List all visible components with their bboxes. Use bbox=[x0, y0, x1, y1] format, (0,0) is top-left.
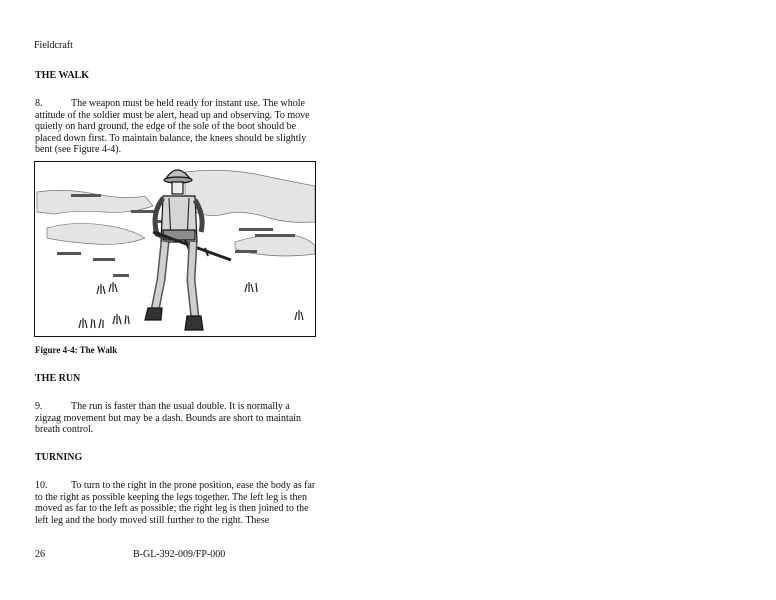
paragraph-line: placed down first. To maintain balance, the knees should be slightly bbox=[35, 132, 307, 144]
heading-the-walk: THE WALK bbox=[35, 70, 89, 81]
heading-turning: TURNING bbox=[35, 452, 83, 463]
paragraph-line: left leg and the body moved still further to the right. These bbox=[35, 514, 270, 526]
paragraph-line: The run is faster than the usual double. It is normally a bbox=[71, 401, 290, 412]
paragraph-line: breath control. bbox=[35, 424, 94, 435]
document-code: B-GL-392-009/FP-000 bbox=[133, 549, 226, 560]
paragraph-line: quietly on hard ground, the edge of the sole of the boot should be bbox=[35, 121, 297, 132]
figure-walk-illustration bbox=[34, 161, 316, 337]
soldier-walking-illustration bbox=[35, 162, 316, 337]
paragraph-line: moved as far to the left as possible; the right leg is then joined to the bbox=[35, 503, 309, 514]
paragraph-line: To turn to the right in the prone position, ease the body as far bbox=[71, 480, 316, 491]
paragraph-8 bbox=[35, 98, 317, 156]
running-header: Fieldcraft bbox=[34, 40, 73, 51]
paragraph-number: 9. bbox=[35, 401, 43, 412]
paragraph-number: 10. bbox=[35, 480, 48, 491]
paragraph-line: attitude of the soldier must be alert, head up and observing. To move bbox=[35, 109, 310, 121]
paragraph-10 bbox=[35, 480, 317, 526]
paragraph-line: zigzag movement but may be a dash. Bounds are short to maintain bbox=[35, 412, 302, 424]
figure-caption: Figure 4-4: The Walk bbox=[35, 345, 118, 355]
paragraph-number: 8. bbox=[35, 98, 43, 109]
paragraph-line: to the right as possible keeping the legs together. The left leg is then bbox=[35, 491, 307, 503]
page-number: 26 bbox=[35, 549, 45, 560]
paragraph-line: The weapon must be held ready for instant use. The whole bbox=[71, 98, 305, 109]
paragraph-9 bbox=[35, 401, 317, 436]
heading-the-run: THE RUN bbox=[35, 373, 81, 384]
paragraph-line: bent (see Figure 4-4). bbox=[35, 144, 122, 155]
